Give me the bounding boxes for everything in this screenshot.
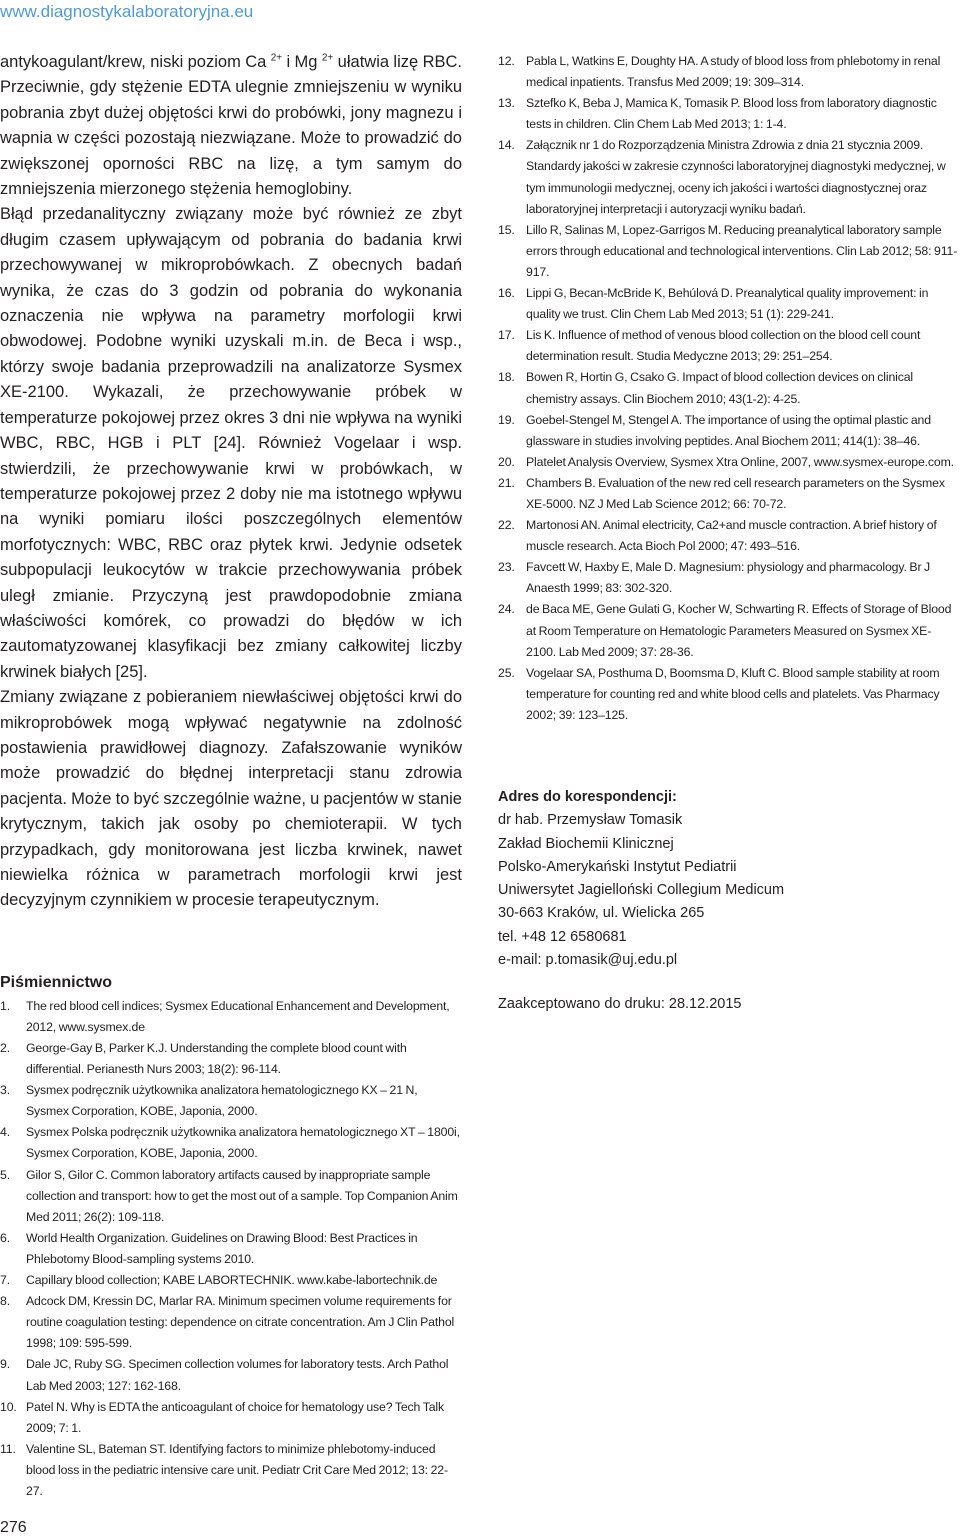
reference-text: Valentine SL, Bateman ST. Identifying factors to minimize phlebotomy-induced blood loss in the pediatric intensive care unit. Pediatr Crit Care Med 2012; 13: 22-27. bbox=[26, 1441, 448, 1498]
reference-text: Bowen R, Hortin G, Csako G. Impact of blood collection devices on clinical chemistry assays. Clin Biochem 2010; 43(1-2): 4-25. bbox=[526, 370, 913, 406]
reference-item bbox=[498, 515, 960, 557]
reference-text: The red blood cell indices; Sysmex Educational Enhancement and Development, 2012, www.sysmex.de bbox=[26, 998, 450, 1034]
page-number: 276 bbox=[0, 1519, 27, 1536]
correspondence-department: Zakład Biochemii Klinicznej bbox=[498, 835, 674, 852]
left-column bbox=[0, 50, 462, 1502]
body-paragraph-1: antykoagulant/krew, niski poziom Ca $^{2+}$ i Mg $^{2+}$ ułatwia lizę RBC. Przeciwnie, gdy stężenie EDTA ulegnie zmniejszeniu w wyniku pobrania zbyt dużej objętości krwi do probówki, jony magnezu i wapnia w części pozostają niezwiązane. Może to prowadzić do zwiększonej oporności RBC na lizę, a tym samym do zmniejszenia mierzonego stężenia hemoglobiny. bbox=[0, 52, 462, 199]
reference-item bbox=[0, 1397, 462, 1439]
reference-list-right bbox=[498, 51, 960, 726]
reference-text: Załącznik nr 1 do Rozporządzenia Ministra Zdrowia z dnia 21 stycznia 2009. Standardy jakości w zakresie czynności laboratoryjnej diagnostyki medycznej, w tym immunologii medycznej, oceny ich jakości i wartości diagnostycznej oraz laboratoryjnej interpretacji i autoryzacji wyniku badań. bbox=[526, 138, 946, 216]
reference-item bbox=[0, 1038, 462, 1080]
reference-item bbox=[0, 1122, 462, 1164]
reference-text: George-Gay B, Parker K.J. Understanding the complete blood count with differential. Perianesth Nurs 2003; 18(2): 96-114. bbox=[26, 1041, 407, 1077]
reference-number: 25. bbox=[498, 665, 515, 680]
reference-item bbox=[0, 1228, 462, 1270]
reference-item bbox=[0, 1080, 462, 1122]
correspondence-name: dr hab. Przemysław Tomasik bbox=[498, 812, 683, 829]
reference-item bbox=[498, 410, 960, 452]
reference-text: Lippi G, Becan-McBride K, Behúlová D. Preanalytical quality improvement: in quality we trust. Clin Chem Lab Med 2013; 51 (1): 229-241. bbox=[526, 286, 929, 322]
correspondence-institute: Polsko-Amerykański Instytut Pediatrii bbox=[498, 858, 737, 875]
reference-number: 12. bbox=[498, 54, 515, 68]
correspondence-block bbox=[498, 786, 960, 972]
reference-text: Martonosi AN. Animal electricity, Ca2+and muscle contraction. A brief history of muscle research. Acta Bioch Pol 2000; 47: 493–516. bbox=[526, 518, 937, 554]
reference-text: Pabla L, Watkins E, Doughty HA. A study of blood loss from phlebotomy in renal medical inpatients. Transfus Med 2009; 19: 309–314. bbox=[526, 54, 941, 90]
reference-text: Gilor S, Gilor C. Common laboratory artifacts caused by inappropriate sample collection and transport: how to get the most out of a sample. Top Companion Anim Med 2011; 26(2): 109-118. bbox=[26, 1167, 458, 1224]
superscript-ca: 2+ bbox=[270, 52, 283, 64]
reference-text: Lillo R, Salinas M, Lopez-Garrigos M. Reducing preanalytical laboratory sample errors through educational and technological interventions. Clin Lab 2012; 58: 911-917. bbox=[526, 222, 958, 279]
reference-item bbox=[498, 452, 960, 473]
reference-text: Dale JC, Ruby SG. Specimen collection volumes for laboratory tests. Arch Pathol Lab Med 2003; 127: 162-168. bbox=[26, 1357, 449, 1393]
reference-item bbox=[498, 135, 960, 219]
reference-number: 19. bbox=[498, 412, 515, 427]
reference-number: 23. bbox=[498, 560, 515, 575]
reference-number: 5. bbox=[0, 1167, 10, 1182]
reference-text: Vogelaar SA, Posthuma D, Boomsma D, Kluft C. Blood sample stability at room temperature for counting red and white blood cells and platelets. Vas Pharmacy 2002; 39: 123–125. bbox=[526, 665, 940, 722]
reference-item bbox=[498, 473, 960, 515]
reference-text: Capillary blood collection; KABE LABORTECHNIK. www.kabe-labortechnik.de bbox=[26, 1273, 438, 1288]
reference-item bbox=[498, 51, 960, 93]
superscript-mg: 2+ bbox=[321, 52, 334, 64]
reference-number: 6. bbox=[0, 1230, 10, 1245]
reference-text: World Health Organization. Guidelines on Drawing Blood: Best Practices in Phlebotomy Blood-sampling systems 2010. bbox=[26, 1230, 418, 1266]
reference-number: 22. bbox=[498, 518, 515, 533]
reference-number: 21. bbox=[498, 475, 515, 490]
right-column bbox=[498, 51, 960, 1012]
references-heading: Piśmiennictwo bbox=[0, 973, 113, 991]
reference-number: 13. bbox=[498, 96, 515, 111]
reference-item bbox=[498, 367, 960, 409]
reference-number: 18. bbox=[498, 370, 515, 385]
reference-text: Sztefko K, Beba J, Mamica K, Tomasik P. Blood loss from laboratory diagnostic tests in children. Clin Chem Lab Med 2013; 1: 1-4. bbox=[526, 96, 937, 132]
reference-number: 9. bbox=[0, 1357, 10, 1372]
body-paragraph-2: Błąd przedanalityczny związany może być również ze zbyt długim czasem upływającym od pobrania do badania krwi przechowywanej w mikroprobówkach. Z obecnych badań wynika, że czas do 3 godzin od pobrania do wykonania oznaczenia nie wpływa na parametry morfologii krwi obwodowej. Podobne wyniki uzyskali m.in. de Beca i wsp., którzy swoje badania przeprowadzili na analizatorze Sysmex XE-2100. Wykazali, że przechowywanie próbek w temperaturze pokojowej przez okres 3 dni nie wpływa na wyniki WBC, RBC, HGB i PLT [24]. Również Vogelaar i wsp. stwierdzili, że przechowywanie krwi w probówkach, w temperaturze pokojowej przez 2 doby nie ma istotnego wpływu na wyniki pomiaru ilości poszczególnych elementów morfotycznych: WBC, RBC oraz płytek krwi. Jedynie odsetek subpopulacji leukocytów w trakcie przechowywania próbek uległ zmianie. Przyczyną jest prawdopodobnie zmiana właściwości komórek, co prowadzi do błędów w ich zautomatyzowanej klasyfikacji bez zmiany całkowitej liczby krwinek białych [25]. bbox=[0, 205, 462, 681]
correspondence-email[interactable]: e-mail: p.tomasik@uj.edu.pl bbox=[498, 952, 678, 969]
reference-item bbox=[0, 1354, 462, 1396]
body-paragraph-3: Zmiany związane z pobieraniem niewłaściwej objętości krwi do mikroprobówek mogą wpływać negatywnie na zdolność postawienia prawidłowej diagnozy. Zafałszowanie wyników może prowadzić do błędnej interpretacji stanu zdrowia pacjenta. Może to być szczególnie ważne, u pacjentów w stanie krytycznym, takich jak osoby po chemioterapii. W tych przypadkach, gdy monitorowana jest liczba krwinek, nawet niewielka różnica w parametrach morfologii krwi jest decyzyjnym czynnikiem w procesie terapeutycznym. bbox=[0, 688, 462, 910]
reference-item bbox=[498, 220, 960, 283]
reference-number: 20. bbox=[498, 454, 515, 469]
reference-list-left bbox=[0, 996, 462, 1502]
reference-number: 11. bbox=[0, 1441, 16, 1456]
reference-item bbox=[498, 663, 960, 726]
correspondence-university: Uniwersytet Jagielloński Collegium Medicum bbox=[498, 882, 785, 899]
reference-item bbox=[498, 557, 960, 599]
reference-text: Sysmex podręcznik użytkownika analizatora hematologicznego KX – 21 N, Sysmex Corporation, KOBE, Japonia, 2000. bbox=[26, 1083, 418, 1119]
correspondence-address: 30-663 Kraków, ul. Wielicka 265 bbox=[498, 905, 705, 922]
reference-number: 7. bbox=[0, 1273, 10, 1288]
reference-item bbox=[498, 93, 960, 135]
reference-number: 10. bbox=[0, 1399, 17, 1414]
reference-text: Platelet Analysis Overview, Sysmex Xtra Online, 2007, www.sysmex-europe.com. bbox=[526, 454, 954, 469]
reference-item bbox=[498, 325, 960, 367]
reference-number: 3. bbox=[0, 1083, 10, 1098]
reference-text: Adcock DM, Kressin DC, Marlar RA. Minimum specimen volume requirements for routine coagulation testing: dependence on citrate concentration. Am J Clin Pathol 1998; 109: 595-599. bbox=[26, 1294, 455, 1351]
reference-text: de Baca ME, Gene Gulati G, Kocher W, Schwarting R. Effects of Storage of Blood at Room Temperature on Hematologic Parameters Measured on Sysmex XE-2100. Lab Med 2009; 37: 28-36. bbox=[526, 602, 952, 659]
reference-item bbox=[498, 283, 960, 325]
site-url[interactable]: www.diagnostykalaboratoryjna.eu bbox=[0, 2, 254, 21]
reference-item bbox=[0, 1439, 462, 1502]
correspondence-phone: tel. +48 12 6580681 bbox=[498, 928, 627, 945]
reference-text: Lis K. Influence of method of venous blood collection on the blood cell count determination result. Studia Medyczne 2013; 29: 251–254. bbox=[526, 328, 921, 364]
reference-text: Patel N. Why is EDTA the anticoagulant of choice for hematology use? Tech Talk 2009; 7: 1. bbox=[26, 1399, 444, 1435]
reference-item bbox=[498, 599, 960, 662]
reference-item bbox=[0, 1270, 462, 1291]
reference-number: 14. bbox=[498, 138, 515, 153]
reference-number: 17. bbox=[498, 328, 515, 343]
reference-item bbox=[0, 1291, 462, 1354]
reference-number: 24. bbox=[498, 602, 515, 617]
reference-item bbox=[0, 996, 462, 1038]
reference-number: 1. bbox=[0, 998, 10, 1013]
reference-item bbox=[0, 1165, 462, 1228]
reference-number: 16. bbox=[498, 286, 515, 301]
reference-text: Sysmex Polska podręcznik użytkownika analizatora hematologicznego XT – 1800i, Sysmex Corporation, KOBE, Japonia, 2000. bbox=[26, 1125, 460, 1161]
reference-number: 4. bbox=[0, 1125, 10, 1140]
reference-number: 2. bbox=[0, 1041, 10, 1055]
reference-text: Chambers B. Evaluation of the new red cell research parameters on the Sysmex XE-5000. NZ J Med Lab Science 2012; 66: 70-72. bbox=[526, 475, 945, 511]
reference-text: Goebel-Stengel M, Stengel A. The importance of using the optimal plastic and glassware in studies involving peptides. Anal Biochem 2011; 414(1): 38–46. bbox=[526, 412, 931, 448]
reference-text: Favcett W, Haxby E, Male D. Magnesium: physiology and pharmacology. Br J Anaesth 1999; 83: 302-320. bbox=[526, 560, 931, 596]
correspondence-heading: Adres do korespondencji: bbox=[498, 789, 677, 805]
reference-number: 8. bbox=[0, 1294, 10, 1309]
reference-number: 15. bbox=[498, 222, 515, 237]
accepted-date: Zaakceptowano do druku: 28.12.2015 bbox=[498, 996, 742, 1013]
